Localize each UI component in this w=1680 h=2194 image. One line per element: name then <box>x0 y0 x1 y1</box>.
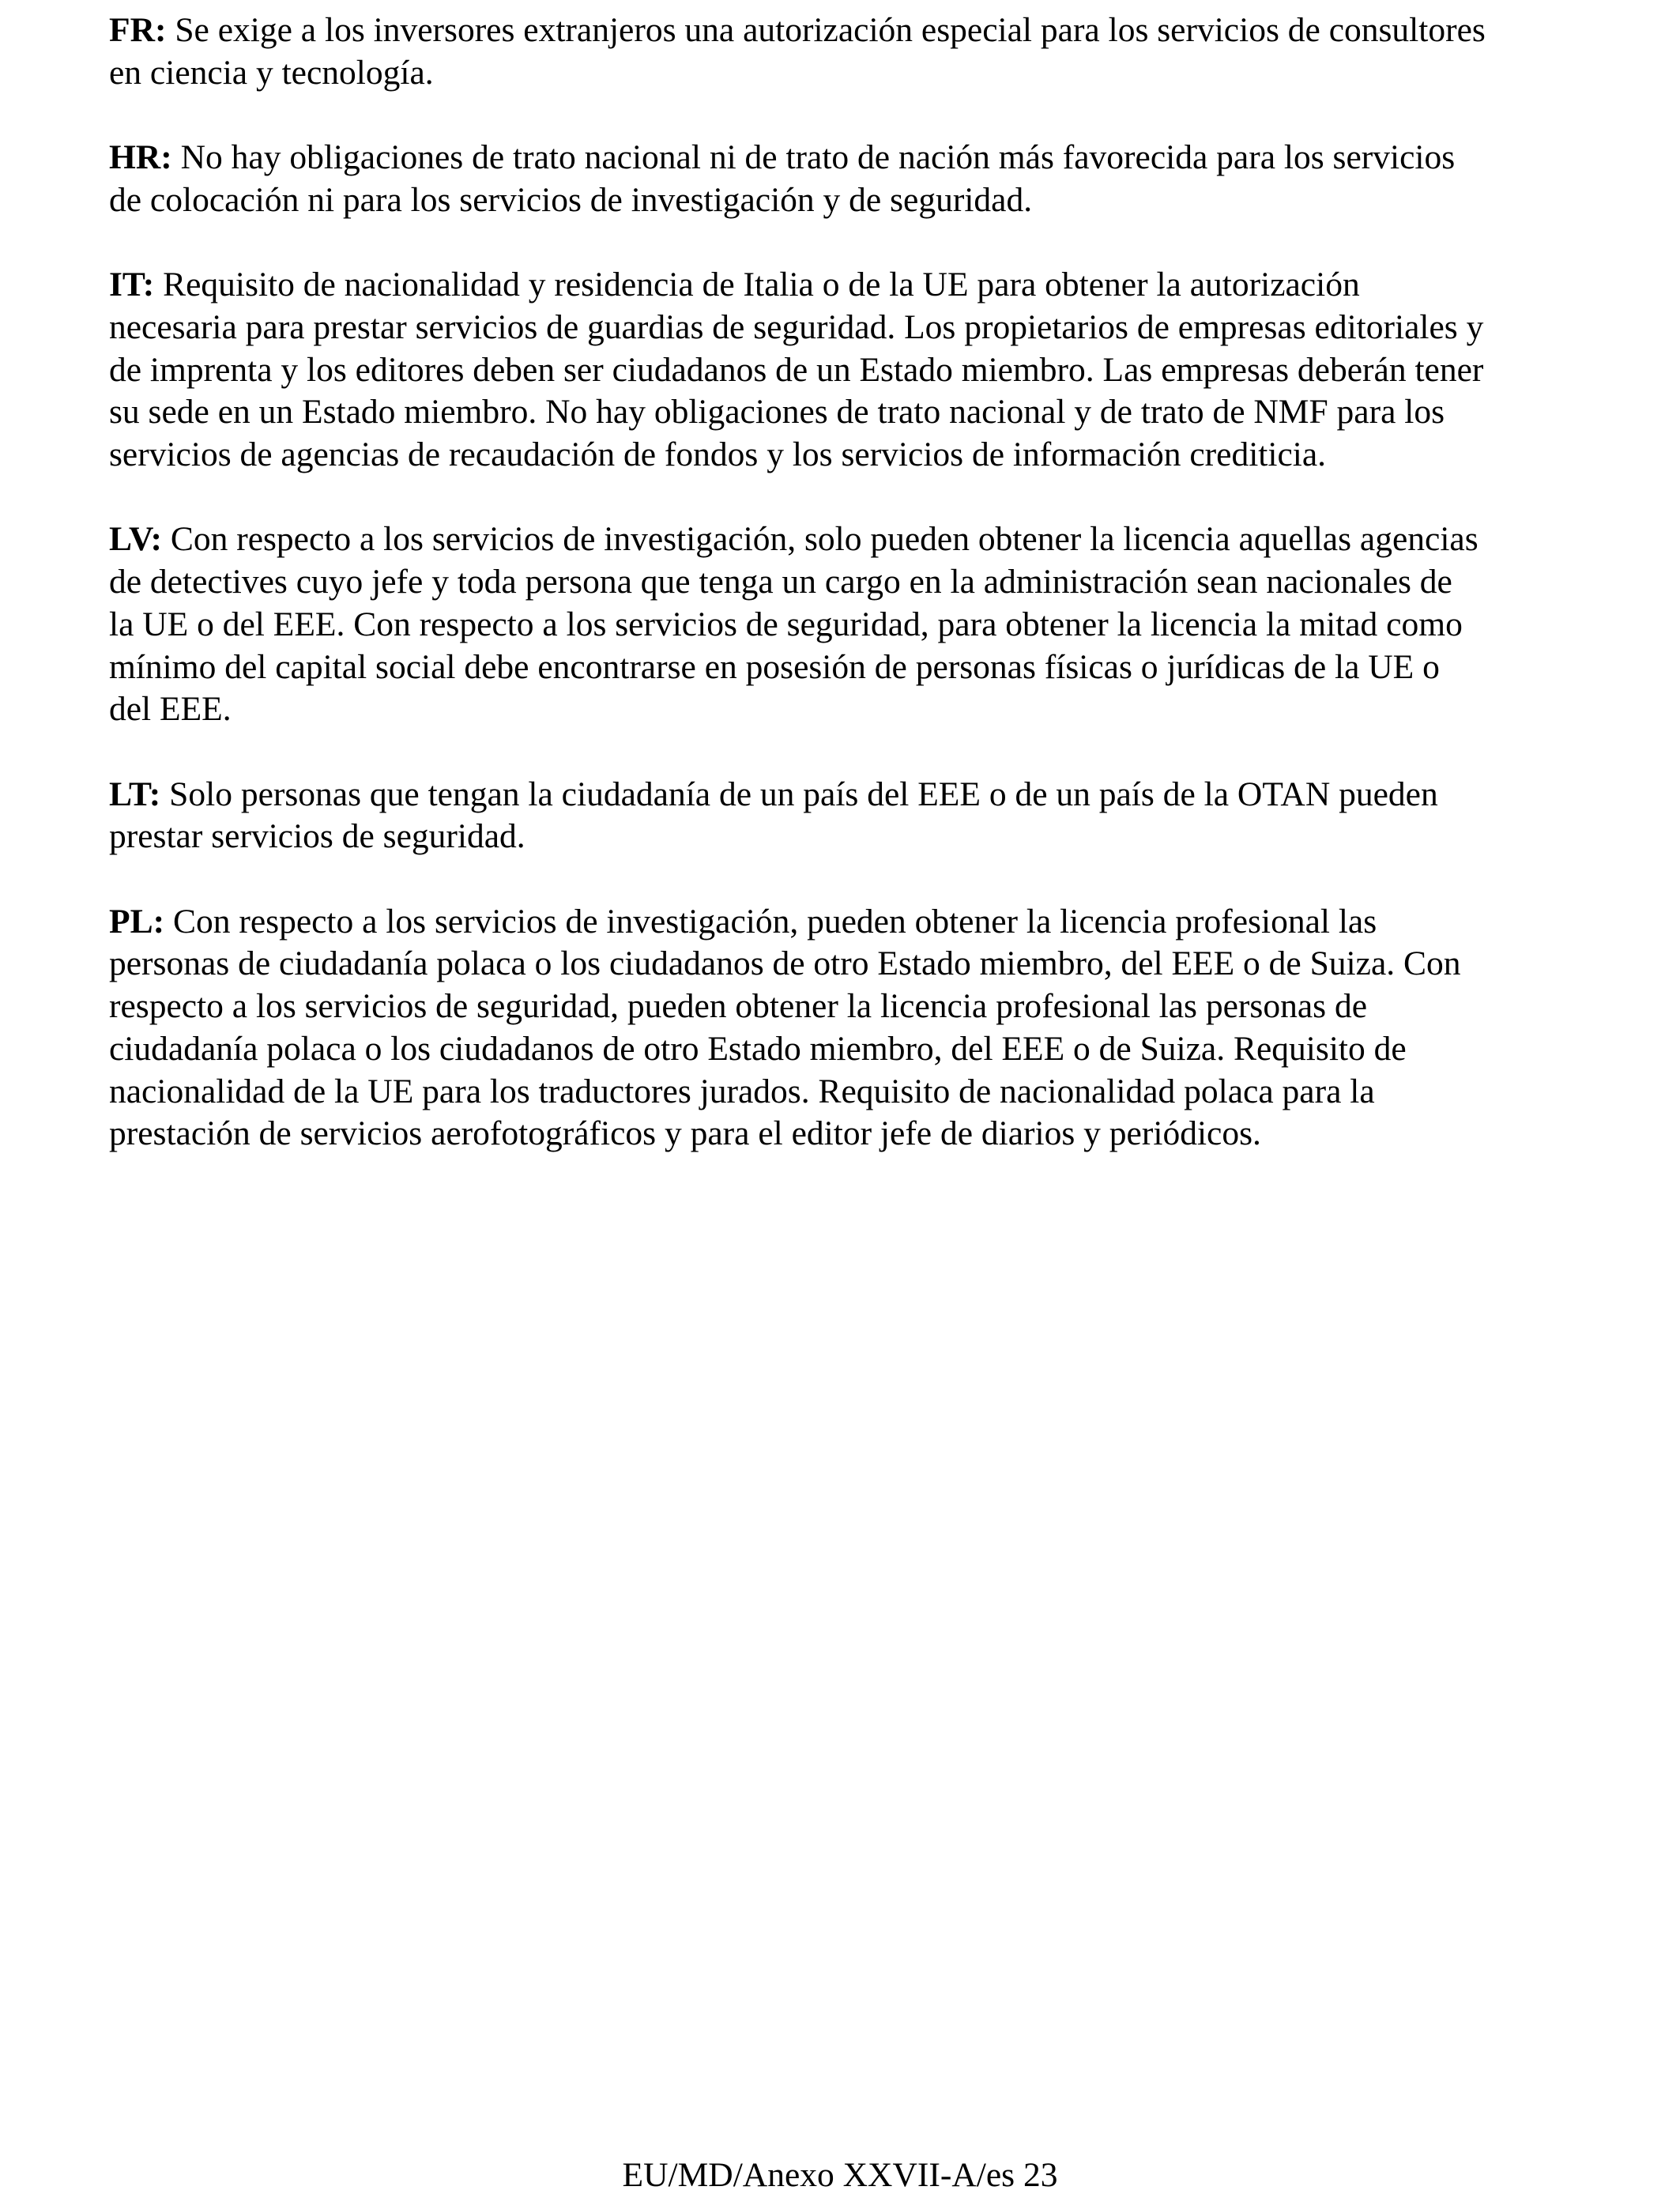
document-body <box>109 9 1595 1198</box>
entry-line: necesaria para prestar servicios de guardias de seguridad. Los propietarios de empresas editoriales y <box>109 307 1484 346</box>
country-code: LV: <box>109 520 162 559</box>
entry-lt <box>109 774 1595 858</box>
entry-text: Requisito de nacionalidad y residencia de Italia o de la UE para obtener la autorización <box>163 266 1360 304</box>
page-footer: EU/MD/Anexo XXVII-A/es 23 <box>622 2156 1058 2194</box>
entry-line: prestar servicios de seguridad. <box>109 817 525 856</box>
entry-line: nacionalidad de la UE para los traductores jurados. Requisito de nacionalidad polaca para la <box>109 1072 1375 1110</box>
entry-line: de detectives cuyo jefe y toda persona que tenga un cargo en la administración sean nacionales de <box>109 563 1452 601</box>
entry-paragraph <box>109 137 1595 221</box>
entry-paragraph <box>109 9 1595 94</box>
entry-pl <box>109 901 1595 1155</box>
entry-line: su sede en un Estado miembro. No hay obligaciones de trato nacional y de trato de NMF para los <box>109 393 1445 432</box>
entry-line <box>109 774 1595 816</box>
entry-paragraph <box>109 774 1595 858</box>
entry-line: en ciencia y tecnología. <box>109 53 434 92</box>
entry-line: de colocación ni para los servicios de investigación y de seguridad. <box>109 180 1033 219</box>
entry-paragraph <box>109 518 1595 731</box>
country-code: HR: <box>109 138 172 177</box>
entry-line <box>109 264 1595 307</box>
entry-text: Solo personas que tengan la ciudadanía de un país del EEE o de un país de la OTAN pueden <box>169 775 1438 813</box>
entry-it <box>109 264 1595 477</box>
entry-line: servicios de agencias de recaudación de fondos y los servicios de información crediticia. <box>109 435 1327 473</box>
entry-line <box>109 9 1595 52</box>
entry-text: Se exige a los inversores extranjeros una autorización especial para los servicios de consultores <box>175 11 1486 49</box>
entry-text: Con respecto a los servicios de investigación, pueden obtener la licencia profesional las <box>172 902 1377 941</box>
entry-line: prestación de servicios aerofotográficos y para el editor jefe de diarios y periódicos. <box>109 1114 1261 1153</box>
entry-lv <box>109 518 1595 731</box>
entry-line <box>109 518 1595 561</box>
entry-paragraph <box>109 901 1595 1155</box>
entry-text: Con respecto a los servicios de investigación, solo pueden obtener la licencia aquellas agencias <box>170 520 1478 559</box>
entry-line: la UE o del EEE. Con respecto a los servicios de seguridad, para obtener la licencia la mitad como <box>109 605 1463 643</box>
entry-text: No hay obligaciones de trato nacional ni de trato de nación más favorecida para los servicios <box>180 138 1456 177</box>
entry-line: respecto a los servicios de seguridad, pueden obtener la licencia profesional las personas de <box>109 987 1367 1026</box>
entry-line: ciudadanía polaca o los ciudadanos de otro Estado miembro, del EEE o de Suiza. Requisito de <box>109 1029 1407 1068</box>
entry-paragraph <box>109 264 1595 477</box>
country-code: PL: <box>109 902 165 941</box>
country-code: LT: <box>109 775 161 813</box>
country-code: FR: <box>109 11 167 49</box>
entry-line: del EEE. <box>109 690 232 729</box>
country-code: IT: <box>109 266 155 304</box>
entry-line: de imprenta y los editores deben ser ciudadanos de un Estado miembro. Las empresas deberán tener <box>109 350 1484 389</box>
entry-hr <box>109 137 1595 221</box>
entry-line: personas de ciudadanía polaca o los ciudadanos de otro Estado miembro, del EEE o de Suiza. Con <box>109 944 1461 983</box>
entry-line: mínimo del capital social debe encontrarse en posesión de personas físicas o jurídicas de la UE o <box>109 647 1440 686</box>
entry-line <box>109 901 1595 944</box>
entry-fr <box>109 9 1595 94</box>
entry-line <box>109 137 1595 179</box>
